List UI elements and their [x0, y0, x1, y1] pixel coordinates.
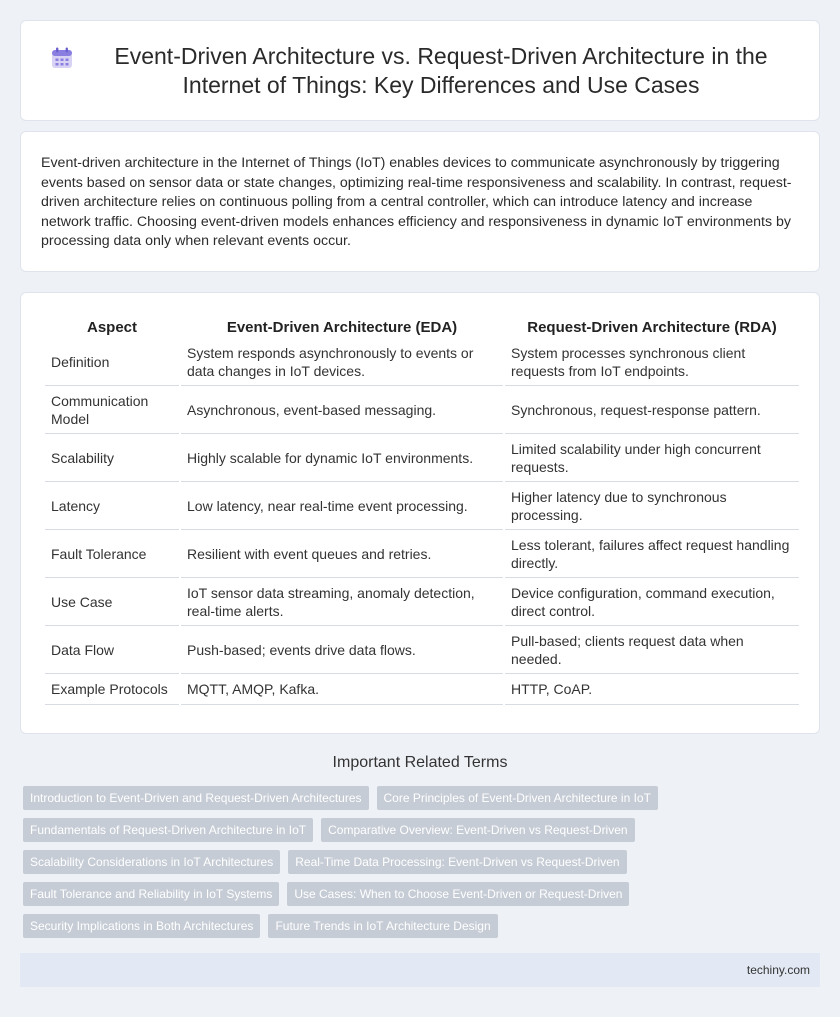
tag-row: [23, 882, 823, 906]
cell-aspect: Communication Model: [45, 386, 179, 434]
table-row: [45, 626, 799, 674]
cell-eda: Asynchronous, event-based messaging.: [181, 386, 503, 434]
related-terms-tags: [23, 786, 823, 946]
cell-aspect: Use Case: [45, 578, 179, 626]
table-row: [45, 338, 799, 386]
table-row: [45, 482, 799, 530]
cell-aspect: Example Protocols: [45, 674, 179, 705]
cell-rda: Less tolerant, failures affect request handling directly.: [505, 530, 799, 578]
cell-aspect: Scalability: [45, 434, 179, 482]
title-wrap: [50, 42, 790, 100]
cell-rda: Higher latency due to synchronous processing.: [505, 482, 799, 530]
intro-paragraph: Event-driven architecture in the Internet of Things (IoT) enables devices to communicate asynchronously by triggering events based on sensor data or state changes, optimizing real-time responsiveness and scalability. In contrast, request-driven architecture relies on continuous polling from a central controller, which can introduce latency and increase network traffic. Choosing event-driven models enhances efficiency and responsiveness in dynamic IoT environments by processing data only when relevant events occur.: [41, 155, 792, 249]
tag-row: [23, 818, 823, 842]
related-terms-heading: Important Related Terms: [332, 754, 508, 771]
related-term-tag[interactable]: Introduction to Event-Driven and Request-Driven Architectures: [23, 786, 369, 810]
cell-eda: IoT sensor data streaming, anomaly detection, real-time alerts.: [181, 578, 503, 626]
header-aspect: Aspect: [86, 319, 138, 336]
tag-row: [23, 786, 823, 810]
cell-eda: Resilient with event queues and retries.: [181, 530, 503, 578]
cell-rda: System processes synchronous client requests from IoT endpoints.: [505, 338, 799, 386]
cell-rda: Limited scalability under high concurrent requests.: [505, 434, 799, 482]
cell-rda: Device configuration, command execution, direct control.: [505, 578, 799, 626]
cell-rda: HTTP, CoAP.: [505, 674, 799, 705]
related-term-tag[interactable]: Core Principles of Event-Driven Architecture in IoT: [377, 786, 658, 810]
related-term-tag[interactable]: Security Implications in Both Architectures: [23, 914, 260, 938]
comparison-table-card: [20, 292, 820, 734]
table-row: [45, 386, 799, 434]
related-term-tag[interactable]: Future Trends in IoT Architecture Design: [268, 914, 497, 938]
cell-eda: MQTT, AMQP, Kafka.: [181, 674, 503, 705]
cell-eda: Push-based; events drive data flows.: [181, 626, 503, 674]
cell-rda: Synchronous, request-response pattern.: [505, 386, 799, 434]
cell-eda: Highly scalable for dynamic IoT environments.: [181, 434, 503, 482]
related-term-tag[interactable]: Real-Time Data Processing: Event-Driven vs Request-Driven: [288, 850, 626, 874]
header-eda: Event-Driven Architecture (EDA): [226, 319, 458, 336]
page-title: Event-Driven Architecture vs. Request-Driven Architecture in the Internet of Things: Key Differences and Use Cases: [114, 42, 768, 98]
cell-aspect: Fault Tolerance: [45, 530, 179, 578]
cell-rda: Pull-based; clients request data when needed.: [505, 626, 799, 674]
comparison-table: [43, 313, 801, 705]
cell-aspect: Data Flow: [45, 626, 179, 674]
cell-eda: Low latency, near real-time event processing.: [181, 482, 503, 530]
intro-card: [20, 131, 820, 272]
calendar-icon: [50, 46, 74, 70]
header-rda: Request-Driven Architecture (RDA): [527, 319, 777, 336]
cell-aspect: Latency: [45, 482, 179, 530]
related-term-tag[interactable]: Comparative Overview: Event-Driven vs Request-Driven: [321, 818, 634, 842]
related-term-tag[interactable]: Scalability Considerations in IoT Architectures: [23, 850, 280, 874]
cell-aspect: Definition: [45, 338, 179, 386]
tag-row: [23, 914, 823, 938]
cell-eda: System responds asynchronously to events or data changes in IoT devices.: [181, 338, 503, 386]
table-row: [45, 434, 799, 482]
table-header-row: [45, 313, 799, 338]
table-row: [45, 674, 799, 705]
table-row: [45, 530, 799, 578]
related-term-tag[interactable]: Fault Tolerance and Reliability in IoT Systems: [23, 882, 279, 906]
related-term-tag[interactable]: Fundamentals of Request-Driven Architecture in IoT: [23, 818, 313, 842]
footer-site-link[interactable]: techiny.com: [746, 963, 810, 977]
tag-row: [23, 850, 823, 874]
title-card: [20, 20, 820, 121]
related-term-tag[interactable]: Use Cases: When to Choose Event-Driven or Request-Driven: [287, 882, 629, 906]
footer: [20, 953, 820, 987]
table-row: [45, 578, 799, 626]
